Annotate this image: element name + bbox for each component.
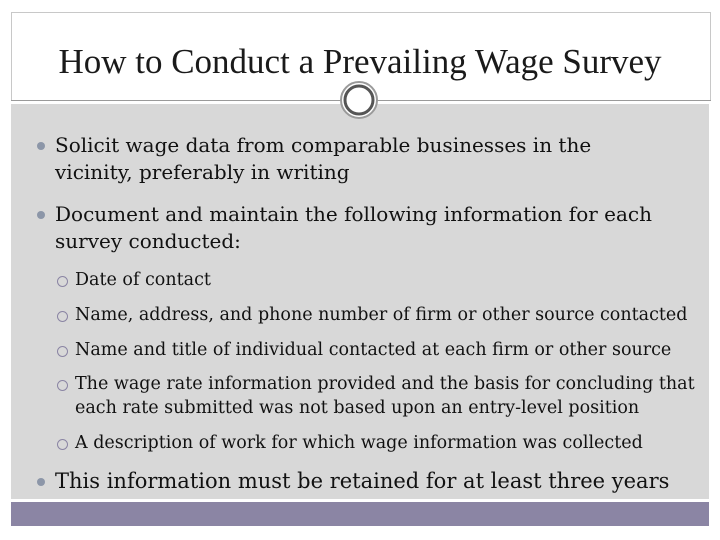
sub-bullet-2-text: Name, address, and phone number of firm or other source contacted: [75, 305, 688, 325]
bullet-3: [37, 468, 697, 495]
sub-bullet-2: [57, 303, 707, 327]
ring-bullet-icon: [57, 431, 68, 457]
sub-bullet-5-text: A description of work for which wage information was collected: [75, 433, 643, 453]
round-bullet-icon: [37, 201, 45, 229]
sub-bullet-4: [57, 372, 697, 420]
sub-bullet-4-text: The wage rate information provided and the basis for concluding that each rate submitted was not based upon an entry-level position: [75, 374, 695, 418]
bullet-2: [37, 201, 697, 255]
ring-bullet-icon: [57, 303, 68, 329]
sub-bullet-3: [57, 338, 707, 362]
ring-bullet-icon: [57, 338, 68, 364]
bullet-2-text: Document and maintain the following information for each survey conducted:: [55, 202, 652, 253]
bullet-1-text: Solicit wage data from comparable businesses in the vicinity, preferably in writing: [55, 133, 592, 184]
footer-bar: [11, 502, 709, 526]
sub-bullet-5: [57, 431, 697, 455]
circle-ornament-icon: [339, 80, 379, 120]
sub-bullet-1: [57, 268, 697, 292]
sub-bullet-3-text: Name and title of individual contacted at each firm or other source: [75, 340, 672, 360]
ring-bullet-icon: [57, 372, 68, 398]
slide-title: How to Conduct a Prevailing Wage Survey: [58, 42, 662, 81]
round-bullet-icon: [37, 132, 45, 160]
bullet-3-text: This information must be retained for at least three years: [55, 469, 670, 493]
ring-bullet-icon: [57, 268, 68, 294]
round-bullet-icon: [37, 468, 45, 496]
bullet-1: [37, 132, 637, 186]
sub-bullet-1-text: Date of contact: [75, 270, 211, 290]
